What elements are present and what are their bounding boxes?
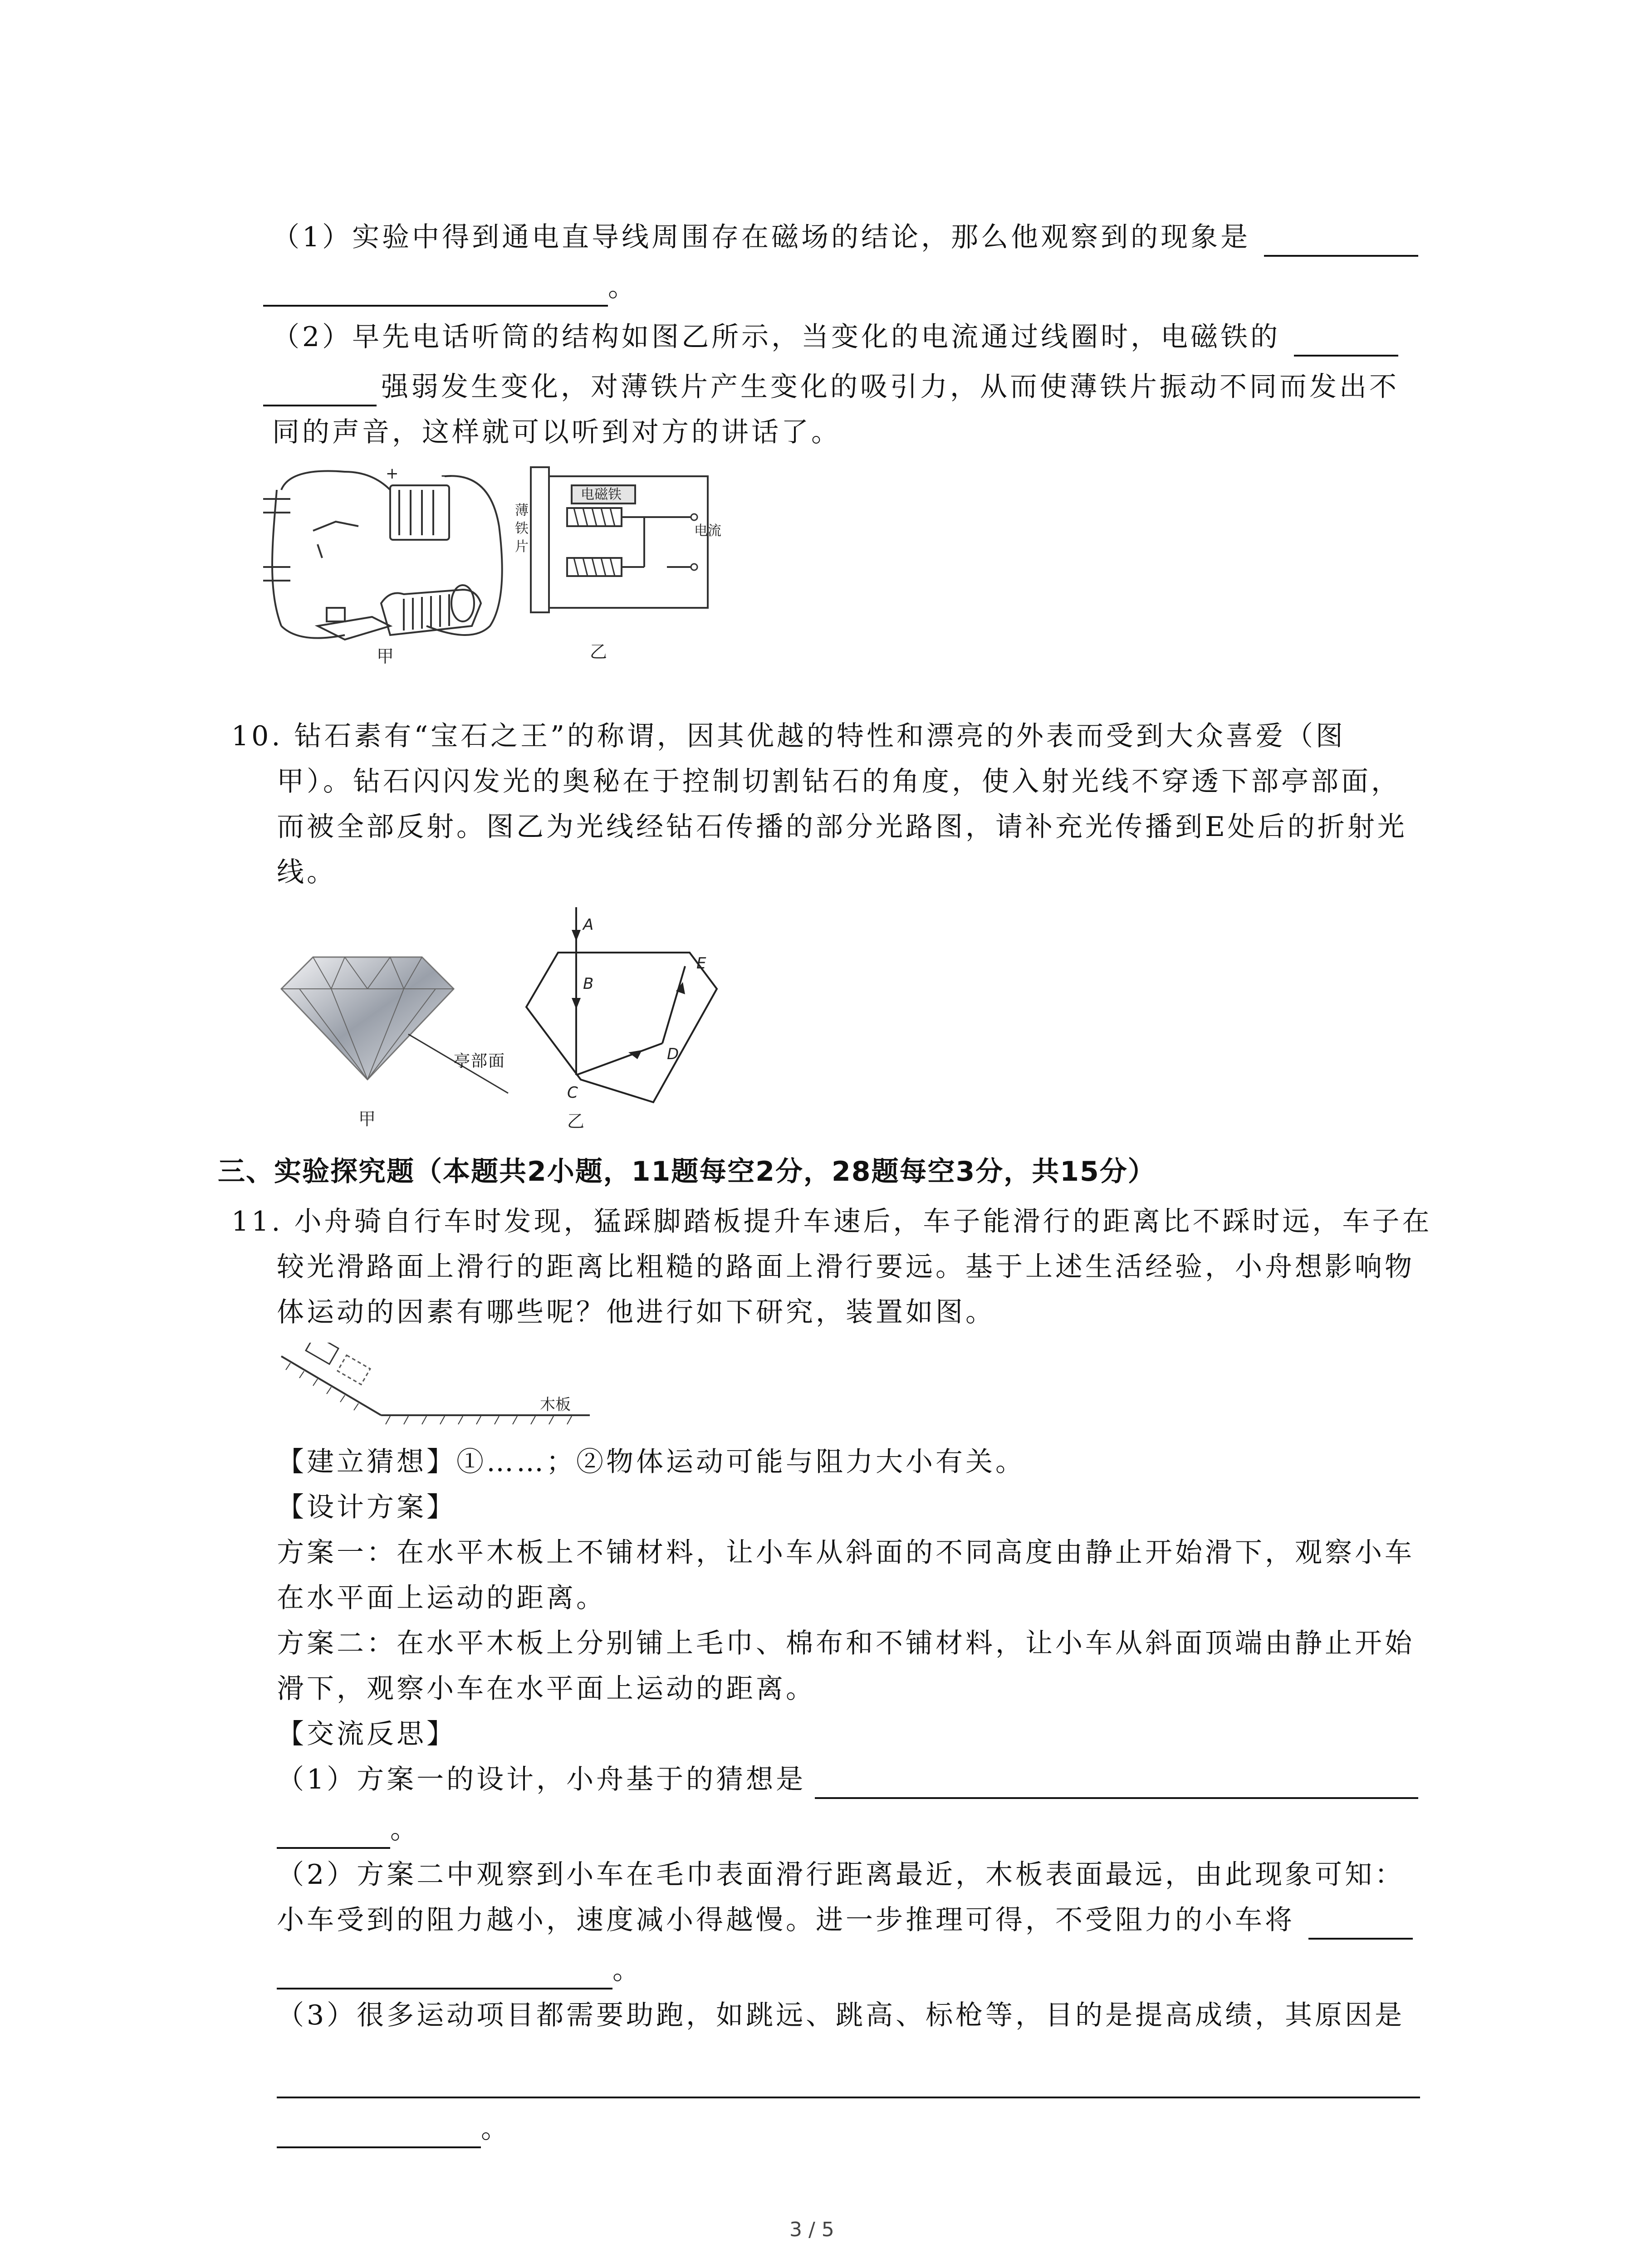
svg-text:电磁铁: 电磁铁 [581,487,622,503]
q11-reflect: 【交流反思】 [277,1718,456,1750]
svg-text:甲: 甲 [377,646,394,666]
q11-r3: （3）很多运动项目都需要助跑，如跳远、跳高、标枪等，目的是提高成绩，其原因是 [277,1999,1405,2031]
q11-plan1-a: 方案一：在水平木板上不铺材料，让小车从斜面的不同高度由静止开始滑下，观察小车 [277,1537,1415,1569]
q11-line3: 体运动的因素有哪些呢？他进行如下研究，装置如图。 [277,1296,995,1328]
diamond-figure [272,943,526,1134]
q11-r1-cont: 。 [277,1810,420,1849]
answer-blank[interactable] [277,2068,1420,2098]
svg-text:电流: 电流 [694,523,721,539]
q11-r3-cont: 。 [277,2109,511,2148]
q9-part2-end: 同的声音，这样就可以听到对方的讲话了。 [272,416,841,448]
incline-figure [277,1343,594,1433]
svg-text:+: + [386,464,399,483]
q11-r2-cont: 。 [277,1950,642,1989]
light-path-figure [508,898,735,1134]
svg-text:C: C [567,1084,578,1102]
q11-r3-blank-line [277,2059,1420,2098]
q11-line2: 较光滑路面上滑行的距离比粗糙的路面上滑行要远。基于上述生活经验，小舟想影响物 [277,1251,1415,1283]
svg-text:E: E [696,954,706,973]
q10-line4: 线。 [277,856,337,888]
q11-r2-a: （2）方案二中观察到小车在毛巾表面滑行距离最近，木板表面最远，由此现象可知： [277,1859,1405,1891]
q11-plan1-b: 在水平面上运动的距离。 [277,1582,606,1614]
answer-blank[interactable] [277,1818,390,1849]
svg-text:A: A [583,916,594,934]
q10-line1: 10. 钻石素有“宝石之王”的称谓，因其优越的特性和漂亮的外表而受到大众喜爱（图 [231,720,1346,752]
q10-line3: 而被全部反射。图乙为光线经钻石传播的部分光路图，请补充光传播到E处后的折射光 [277,811,1407,843]
svg-text:乙: 乙 [590,642,607,662]
svg-text:薄: 薄 [515,503,529,518]
q9-part1-text: （1）实验中得到通电直导线周围存在磁场的结论，那么他观察到的现象是 [272,218,1418,257]
svg-text:B: B [583,975,594,993]
q11-guess: 【建立猜想】①……；②物体运动可能与阻力大小有关。 [277,1446,1025,1478]
circuit-figure [254,454,535,667]
answer-blank[interactable] [263,376,377,406]
q9-part2-cont: 强弱发生变化，对薄铁片产生变化的吸引力，从而使薄铁片振动不同而发出不 [263,367,1399,406]
answer-blank[interactable] [1294,326,1398,357]
q9-part2-text: （2）早先电话听筒的结构如图乙所示，当变化的电流通过线圈时，电磁铁的 [272,318,1398,357]
svg-text:甲: 甲 [358,1109,376,1129]
answer-blank[interactable] [1264,226,1418,257]
answer-blank[interactable] [815,1768,1418,1799]
page-number: 3 / 5 [789,2218,834,2241]
q11-r2-b: 小车受到的阻力越小，速度减小得越慢。进一步推理可得，不受阻力的小车将 [277,1901,1413,1940]
q11-plan2-a: 方案二：在水平木板上分别铺上毛巾、棉布和不铺材料，让小车从斜面顶端由静止开始 [277,1628,1415,1659]
svg-text:木板: 木板 [540,1396,571,1414]
svg-text:铁: 铁 [515,521,529,537]
q11-plan2-b: 滑下，观察小车在水平面上运动的距离。 [277,1673,816,1705]
answer-blank[interactable] [277,1959,612,1989]
svg-text:乙: 乙 [567,1111,585,1131]
pavilion-label: 亭部面 [454,1052,506,1070]
q11-design: 【设计方案】 [277,1491,456,1523]
q11-line1: 11. 小舟骑自行车时发现，猛踩脚踏板提升车速后，车子能滑行的距离比不踩时远，车子在 [231,1206,1432,1237]
svg-text:D: D [667,1045,679,1063]
receiver-figure [513,458,749,671]
answer-blank[interactable] [263,276,608,307]
q10-line2: 甲）。钻石闪闪发光的奥秘在于控制切割钻石的角度，使入射光线不穿透下部亭部面， [277,766,1401,797]
answer-blank[interactable] [1308,1909,1413,1940]
section-3-title: 三、实验探究题（本题共2小题，11题每空2分，28题每空3分，共15分） [218,1156,1156,1188]
answer-blank[interactable] [277,2117,481,2148]
svg-text:片: 片 [515,539,529,555]
q11-r1: （1）方案一的设计，小舟基于的猜想是 [277,1760,1418,1799]
q9-part1-cont: 。 [263,268,638,307]
svg-text:−: − [440,467,453,485]
